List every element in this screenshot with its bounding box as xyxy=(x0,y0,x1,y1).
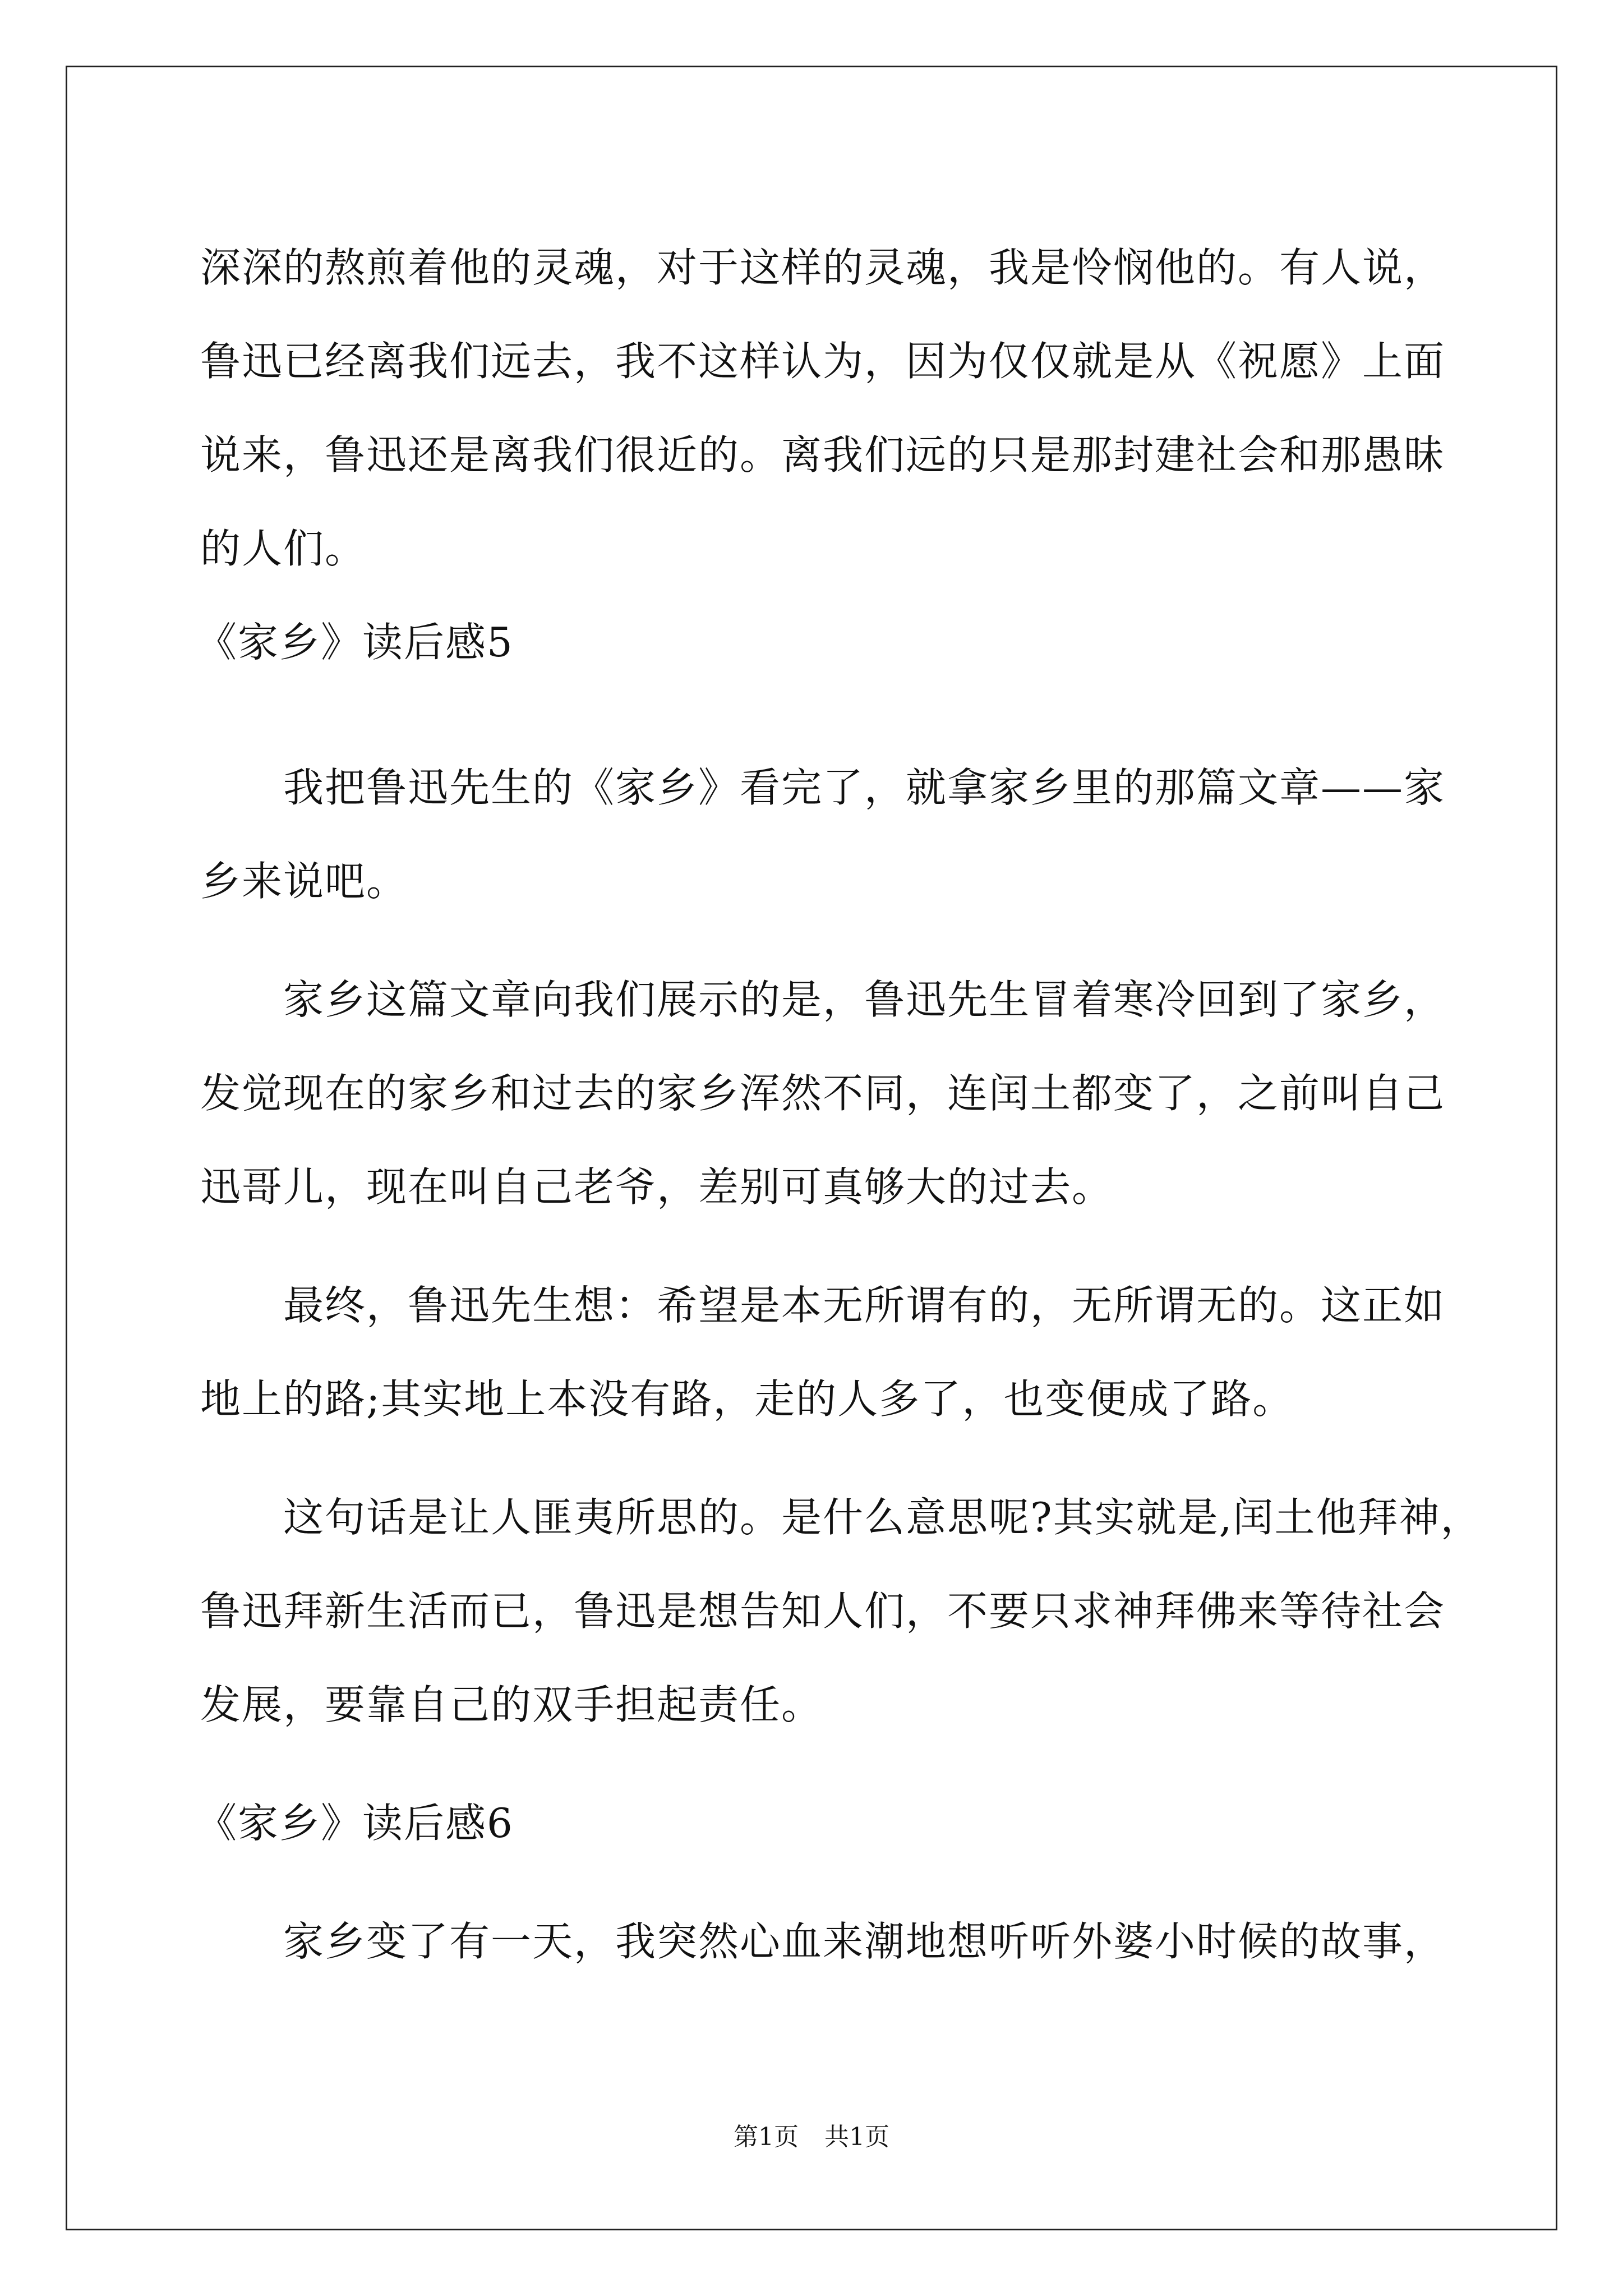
paragraph-line: 最终，鲁迅先生想：希望是本无所谓有的，无所谓无的。这正如 xyxy=(283,1282,1446,1329)
paragraph-line: 乡来说吧。 xyxy=(200,858,408,905)
page-number: 第1页 xyxy=(734,2123,799,2151)
paragraph-line: 这句话是让人匪夷所思的。是什么意思呢?其实就是,闰土他拜神， xyxy=(283,1494,1482,1541)
page-footer xyxy=(0,2120,1623,2154)
paragraph-line: 家乡这篇文章向我们展示的是，鲁迅先生冒着寒冷回到了家乡， xyxy=(283,976,1446,1023)
paragraph-line: 地上的路;其实地上本没有路，走的人多了，也变便成了路。 xyxy=(200,1375,1294,1423)
paragraph-line: 鲁迅拜新生活而已，鲁迅是想告知人们，不要只求神拜佛来等待社会 xyxy=(200,1588,1446,1635)
paragraph-line: 迅哥儿，现在叫自己老爷，差别可真够大的过去。 xyxy=(200,1163,1114,1211)
page-total: 共1页 xyxy=(824,2123,889,2151)
paragraph-line: 说来，鲁迅还是离我们很近的。离我们远的只是那封建社会和那愚昧 xyxy=(200,431,1446,478)
paragraph-line: 的人们。 xyxy=(200,525,367,572)
section-heading: 《家乡》读后感5 xyxy=(196,619,514,666)
paragraph-line: 家乡变了有一天，我突然心血来潮地想听听外婆小时候的故事， xyxy=(283,1918,1446,1965)
paragraph-line: 发觉现在的家乡和过去的家乡浑然不同，连闰土都变了，之前叫自己 xyxy=(200,1070,1446,1117)
paragraph-line: 深深的熬煎着他的灵魂，对于这样的灵魂，我是怜悯他的。有人说， xyxy=(200,244,1446,291)
paragraph-line: 发展，要靠自己的双手担起责任。 xyxy=(200,1681,823,1728)
section-heading: 《家乡》读后感6 xyxy=(196,1800,514,1847)
paragraph-line: 鲁迅已经离我们远去，我不这样认为，因为仅仅就是从《祝愿》上面 xyxy=(200,338,1446,385)
paragraph-line: 我把鲁迅先生的《家乡》看完了，就拿家乡里的那篇文章——家 xyxy=(283,764,1446,811)
